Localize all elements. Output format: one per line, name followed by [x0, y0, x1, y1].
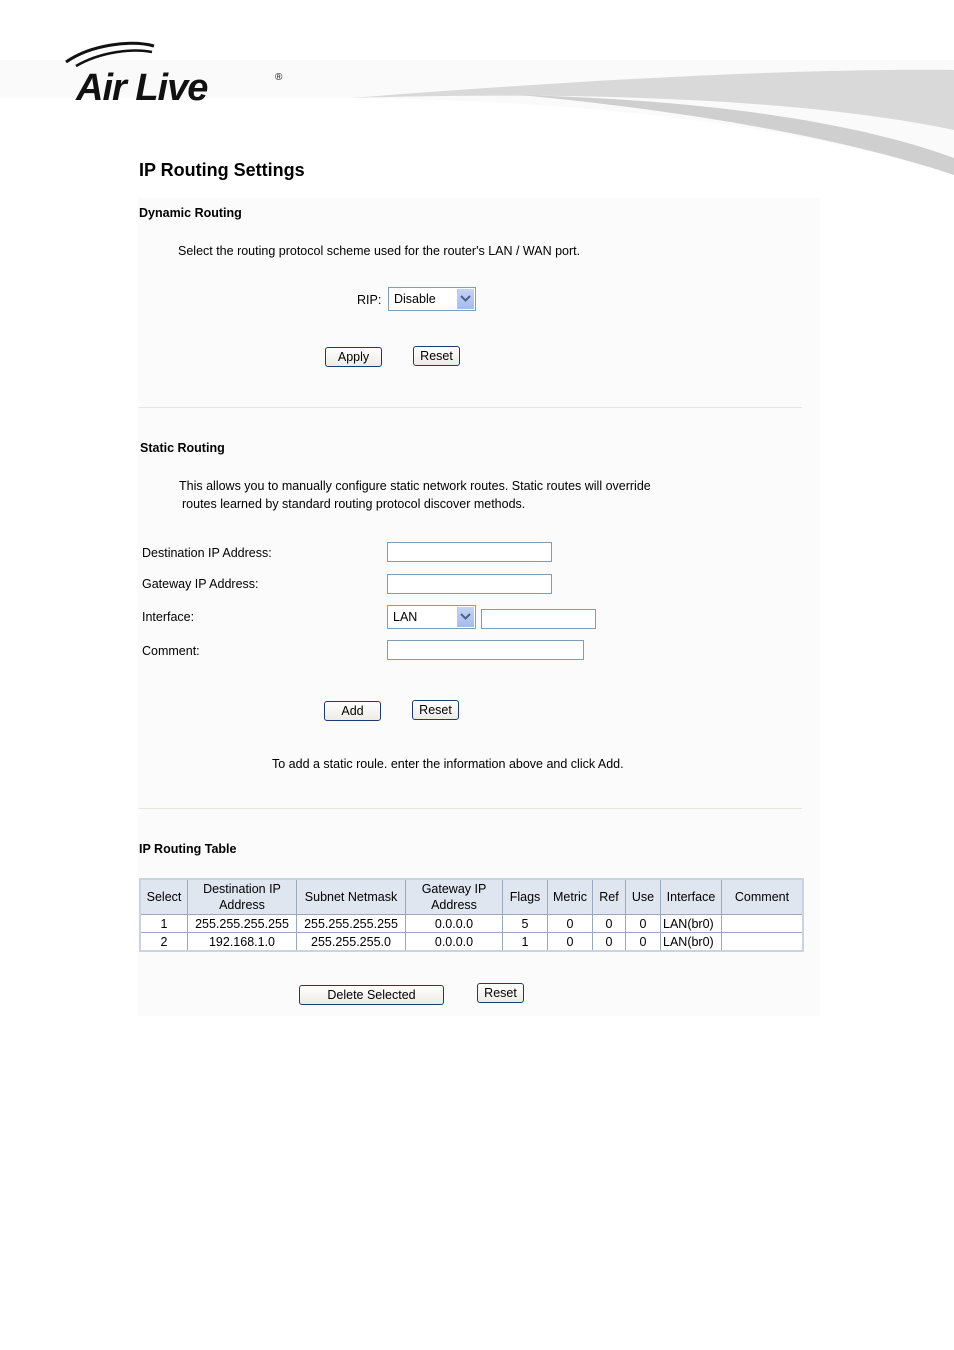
- cell-comment: [722, 915, 804, 933]
- comment-input[interactable]: [387, 640, 584, 660]
- gateway-ip-input[interactable]: [387, 574, 552, 594]
- static-routing-description-line2: routes learned by standard routing protocol discover methods.: [182, 497, 526, 511]
- cell-ref: 0: [593, 915, 626, 933]
- cell-select[interactable]: 1: [140, 915, 188, 933]
- column-header-comment: Comment: [722, 879, 804, 915]
- dynamic-reset-button[interactable]: Reset: [413, 346, 460, 366]
- routing-table: [139, 878, 804, 952]
- add-button[interactable]: Add: [324, 701, 381, 721]
- interface-select-value: LAN: [393, 610, 418, 624]
- column-header-select: Select: [140, 879, 188, 915]
- chevron-down-icon[interactable]: [457, 607, 474, 627]
- table-row[interactable]: [140, 933, 803, 952]
- destination-ip-input[interactable]: [387, 542, 552, 562]
- delete-selected-button[interactable]: Delete Selected: [299, 985, 444, 1005]
- page-title: IP Routing Settings: [139, 160, 305, 180]
- cell-flags: 1: [503, 933, 548, 952]
- rip-label: RIP:: [357, 293, 382, 307]
- interface-extra-input[interactable]: [481, 609, 596, 629]
- cell-gateway: 0.0.0.0: [406, 933, 503, 952]
- airlive-logo: [62, 40, 292, 110]
- cell-select[interactable]: 2: [140, 933, 188, 952]
- cell-flags: 5: [503, 915, 548, 933]
- section-divider: [139, 407, 802, 408]
- chevron-down-icon[interactable]: [457, 289, 474, 309]
- cell-destination: 192.168.1.0: [188, 933, 297, 952]
- cell-use: 0: [626, 915, 661, 933]
- rip-select-value: Disable: [394, 292, 436, 306]
- column-header-gateway: Gateway IP Address: [406, 879, 503, 915]
- column-header-interface: Interface: [661, 879, 722, 915]
- routing-table-heading: IP Routing Table: [139, 842, 237, 856]
- cell-interface: LAN(br0): [661, 933, 722, 952]
- column-header-netmask: Subnet Netmask: [297, 879, 406, 915]
- apply-button[interactable]: Apply: [325, 347, 382, 367]
- static-routing-description-line1: This allows you to manually configure static network routes. Static routes will override: [179, 479, 651, 493]
- dynamic-routing-description: Select the routing protocol scheme used for the router's LAN / WAN port.: [178, 244, 581, 258]
- cell-interface: LAN(br0): [661, 915, 722, 933]
- cell-destination: 255.255.255.255: [188, 915, 297, 933]
- cell-netmask: 255.255.255.255: [297, 915, 406, 933]
- table-header-row: [140, 879, 803, 915]
- static-routing-heading: Static Routing: [140, 441, 225, 455]
- rip-select[interactable]: [388, 287, 476, 311]
- column-header-use: Use: [626, 879, 661, 915]
- cell-metric: 0: [548, 915, 593, 933]
- table-reset-button[interactable]: Reset: [477, 983, 524, 1003]
- destination-ip-label: Destination IP Address:: [142, 546, 272, 560]
- svg-text:®: ®: [275, 72, 283, 83]
- svg-text:Air Live: Air Live: [76, 67, 208, 109]
- section-divider: [139, 808, 802, 809]
- table-row[interactable]: [140, 915, 803, 933]
- cell-netmask: 255.255.255.0: [297, 933, 406, 952]
- column-header-metric: Metric: [548, 879, 593, 915]
- dynamic-routing-heading: Dynamic Routing: [139, 206, 242, 220]
- gateway-ip-label: Gateway IP Address:: [142, 577, 259, 591]
- interface-label: Interface:: [142, 610, 195, 624]
- cell-ref: 0: [593, 933, 626, 952]
- column-header-ref: Ref: [593, 879, 626, 915]
- comment-label: Comment:: [142, 644, 200, 658]
- column-header-flags: Flags: [503, 879, 548, 915]
- cell-comment: [722, 933, 804, 952]
- static-reset-button[interactable]: Reset: [412, 700, 459, 720]
- cell-metric: 0: [548, 933, 593, 952]
- column-header-destination: Destination IP Address: [188, 879, 297, 915]
- static-routing-hint: To add a static roule. enter the information above and click Add.: [272, 757, 624, 771]
- cell-gateway: 0.0.0.0: [406, 915, 503, 933]
- interface-select[interactable]: [387, 605, 476, 629]
- cell-use: 0: [626, 933, 661, 952]
